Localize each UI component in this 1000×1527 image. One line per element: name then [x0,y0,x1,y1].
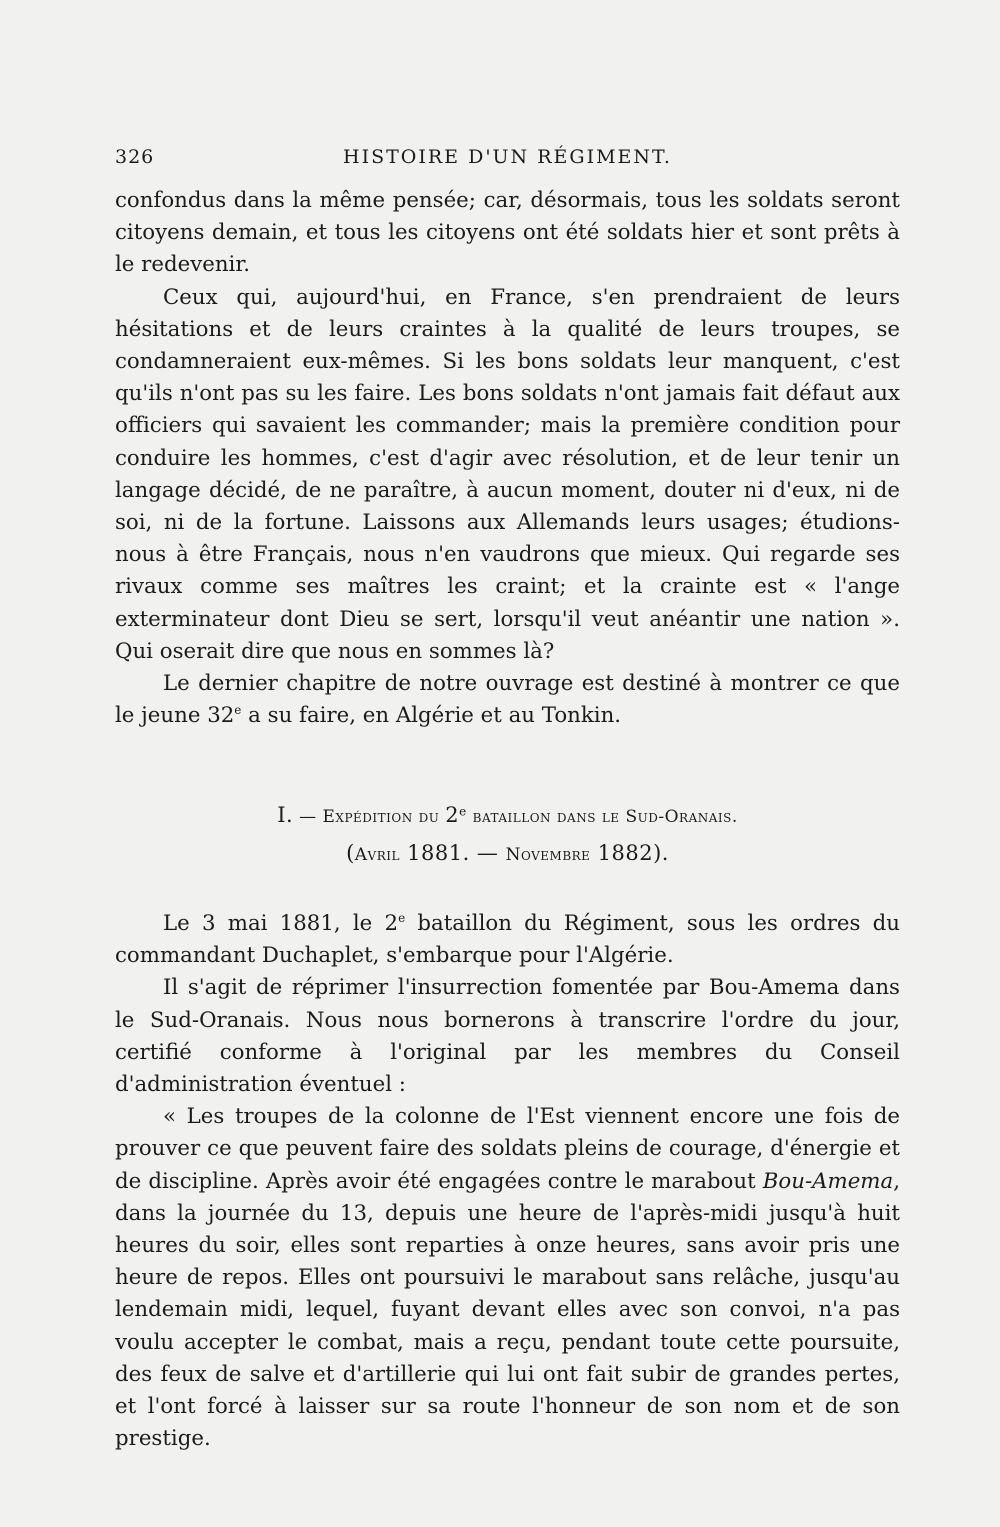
section-title-text: bataillon dans le Sud-Oranais. [466,807,738,827]
superscript: e [459,804,467,819]
section-title-text: Expédition du [322,807,446,827]
paragraph [115,908,900,972]
month: Avril [354,845,400,865]
running-title: HISTOIRE D'UN RÉGIMENT. [343,146,672,168]
quoted-order [115,1101,900,1455]
section-dates [115,835,900,873]
paragraph-text: a su faire, en Algérie et au Tonkin. [241,703,622,729]
paren: ( [346,841,355,865]
paren: ). [653,841,669,865]
month: Novembre [505,845,591,865]
body-text-top [115,185,900,732]
section-title-number: 2 [445,803,460,827]
year: 1881. [399,841,470,865]
paragraph-text: « Les troupes de la colonne de l'Est viennent encore une fois de prouver ce que peuvent faire des soldats pleins de courage, d'énergie et de discipline. Après avoir été engagées contre le marabout [115,1104,900,1194]
paragraph [115,668,900,732]
superscript: e [398,910,406,925]
section-numeral: I. [277,803,294,827]
superscript: e [234,703,242,718]
paragraph-text: bataillon du Régiment, sous les ordres du commandant Duchaplet, s'embarque pour l'Algérie. [115,911,901,969]
section-heading [115,797,900,873]
dash: — [293,807,323,827]
paragraph-continued: confondus dans la même pensée; car, désormais, tous les soldats seront citoyens demain, et tous les citoyens ont été soldats hier et sont prêts à le redevenir. [115,188,900,278]
page-number: 326 [115,146,155,168]
year: 1882 [590,841,654,865]
section-title [115,797,900,835]
dash: — [469,841,506,865]
running-head [115,146,900,176]
italic-name: Bou-Amema [762,1168,894,1194]
paragraph-text: Le 3 mai 1881, le 2 [163,911,399,936]
body-text-bottom [115,908,900,1455]
paragraph: Ceux qui, aujourd'hui, en France, s'en prendraient de leurs hésitations et de leurs craintes à la qualité de leurs troupes, se condamneraient eux-mêmes. Si les bons soldats leur manquent, c'est qu'ils n'ont pas su les faire. Les bons soldats n'ont jamais fait défaut aux officiers qui savaient les commander; mais la première condition pour conduire les hommes, c'est d'agir avec résolution, et de leur tenir un langage décidé, de ne paraître, à aucun moment, douter ni d'eux, ni de soi, ni de la fortune. Laissons aux Allemands leurs usages; étudions-nous à être Français, nous n'en vaudrons que mieux. Qui regarde ses rivaux comme ses maîtres les craint; et la crainte est « l'ange exterminateur dont Dieu se sert, lorsqu'il veut anéantir une nation ». Qui oserait dire que nous en sommes là? [115,284,900,664]
paragraph-text: , dans la journée du 13, depuis une heure de l'après-midi jusqu'à huit heures du soir, elles sont reparties à onze heures, sans avoir pris une heure de repos. Elles ont poursuivi le marabout sans relâche, jusqu'au lendemain midi, lequel, fuyant devant elles avec son convoi, n'a pas voulu accepter le combat, mais a reçu, pendant toute cette poursuite, des feux de salve et d'artillerie qui lui ont fait subir de grandes pertes, et l'ont forcé à laisser sur sa route l'honneur de son nom et de son prestige. [115,1168,900,1452]
paragraph-text: Le dernier chapitre de notre ouvrage est destiné à montrer ce que le jeune 32 [115,671,900,729]
paragraph: Il s'agit de réprimer l'insurrection fomentée par Bou-Amema dans le Sud-Oranais. Nous nous bornerons à transcrire l'ordre du jour, certifié conforme à l'original par les membres du Conseil d'administration éventuel : [115,975,900,1098]
